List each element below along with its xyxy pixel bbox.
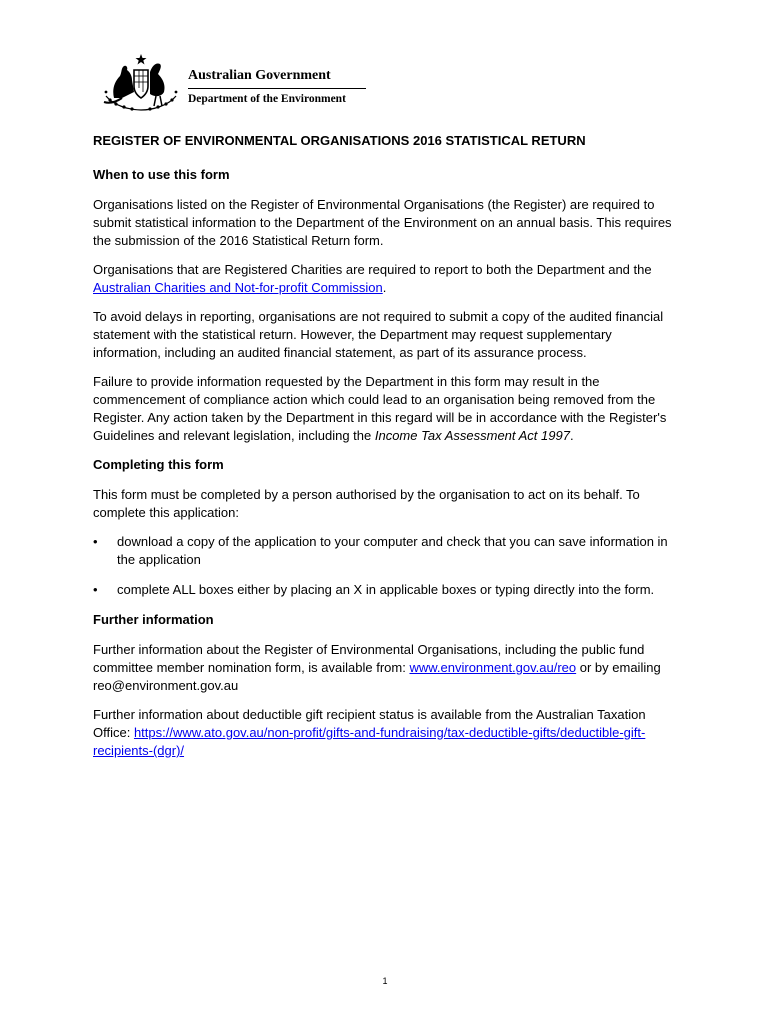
government-logo (100, 52, 380, 114)
department-name: Department of the Environment (188, 93, 346, 105)
heading-completing: Completing this form (93, 457, 224, 472)
paragraph-dgr-info: Further information about deductible gift recipient status is available from the Australian Taxation Office: https://www.ato.gov.au/non-profit/gifts-and-fundraising/tax-deductible-gifts/deductible-gift-recipients-(dgr)/ (93, 707, 646, 758)
bullet-icon: • (93, 534, 98, 549)
paragraph-completing-intro: This form must be completed by a person authorised by the organisation to act on its behalf. To complete this application: (93, 487, 640, 520)
list-item: • complete ALL boxes either by placing an X in applicable boxes or typing directly into the form. (93, 582, 655, 597)
page-number: 1 (382, 976, 388, 986)
document-body (93, 132, 678, 771)
heading-further-information: Further information (93, 612, 214, 627)
paragraph-register-intro: Organisations listed on the Register of Environmental Organisations (the Register) are required to submit statistical information to the Department of the Environment on an annual basis. This requires the submission of the 2016 Statistical Return form. (93, 197, 672, 248)
paragraph-avoid-delays: To avoid delays in reporting, organisations are not required to submit a copy of the audited financial statement with the statistical return. However, the Department may request supplementary information, including an audited financial statement, as part of its assurance process. (93, 309, 664, 360)
reo-link[interactable]: www.environment.gov.au/reo (409, 660, 577, 675)
government-name: Australian Government (188, 68, 331, 83)
paragraph-reo-info: Further information about the Register of Environmental Organisations, including the public fund committee member nomination form, is available from: www.environment.gov.au/reo or by emailing reo@environment.gov.au (93, 642, 661, 693)
acnc-link[interactable]: Australian Charities and Not-for-profit Commission (93, 280, 383, 295)
document-title: REGISTER OF ENVIRONMENTAL ORGANISATIONS 2016 STATISTICAL RETURN (93, 133, 586, 148)
paragraph-registered-charities: Organisations that are Registered Charities are required to report to both the Department and the Australian Charities and Not-for-profit Commission. (93, 262, 652, 295)
logo-divider (188, 88, 366, 89)
list-item: • download a copy of the application to your computer and check that you can save information in the application (93, 534, 668, 567)
act-title: Income Tax Assessment Act 1997 (374, 428, 570, 443)
heading-when-to-use: When to use this form (93, 167, 230, 182)
ato-dgr-link[interactable]: https://www.ato.gov.au/non-profit/gifts-and-fundraising/tax-deductible-gifts/deductible-gift-recipients-(dgr)/ (93, 725, 646, 758)
paragraph-failure-to-provide: Failure to provide information requested by the Department in this form may result in the commencement of compliance action which could lead to an organisation being removed from the Register. Any action taken by the Department in this regard will be in accordance with the Register's Guidelines and relevant legislation, including the Income Tax Assessment Act 1997. (93, 374, 667, 443)
instructions-list (93, 533, 678, 599)
coat-of-arms-icon (100, 52, 182, 112)
bullet-icon: • (93, 582, 98, 597)
